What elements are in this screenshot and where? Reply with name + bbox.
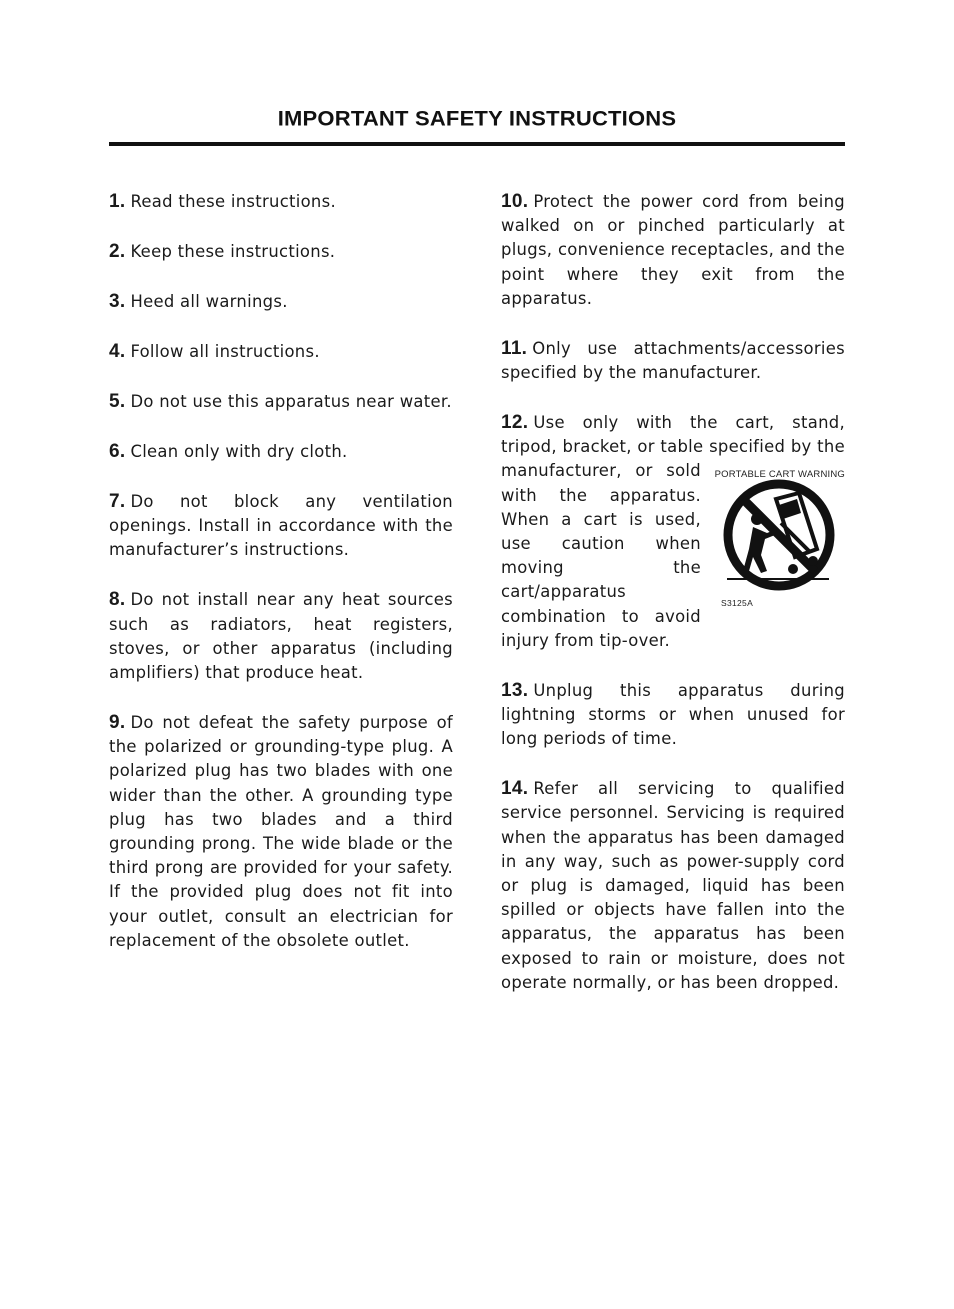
right-column (501, 190, 845, 1021)
instruction-item: 6. Clean only with dry cloth. (109, 441, 348, 462)
cart-warning-code: S3125A (721, 598, 754, 609)
instruction-item: 8. Do not install near any heat sources such as radiators, heat registers, stoves, or other apparatus (including amplifiers) that produce heat. (109, 589, 453, 683)
instruction-item: 1. Read these instructions. (109, 191, 336, 212)
portable-cart-warning-icon (721, 479, 837, 591)
instruction-item: 13. Unplug this apparatus during lightning storms or when unused for long periods of time. (501, 679, 845, 749)
instruction-item: 10. Protect the power cord from being walked on or pinched particularly at plugs, convenience receptacles, and the point where they exit from the apparatus. (501, 191, 845, 308)
instruction-item: 3. Heed all warnings. (109, 291, 288, 312)
cart-warning-figure (713, 463, 845, 613)
cart-text-rest: manufacturer, or sold with the apparatus. When a cart is used, use caution when moving the cart/apparatus combination to avoid injury from tip-over. (501, 461, 701, 650)
cart-text-lead: Use only with the cart, stand, tripod, bracket, or table specified by the (501, 413, 845, 457)
instruction-item: 7. Do not block any ventilation openings. Install in accordance with the manufacturer’s instructions. (109, 491, 453, 560)
title-divider (109, 142, 845, 146)
cart-warning-caption: PORTABLE CART WARNING (714, 469, 845, 481)
instruction-item: 14. Refer all servicing to qualified service personnel. Servicing is required when the apparatus has been damaged in any way, such as power-supply cord or plug is damaged, liquid has been spilled or objects have fallen into the apparatus, the apparatus has been exposed to rain or moisture, does not operate normally, or has been dropped. (501, 778, 845, 992)
left-column (109, 190, 453, 979)
instruction-item: 4. Follow all instructions. (109, 341, 320, 362)
instruction-item: 2. Keep these instructions. (109, 241, 336, 262)
instruction-item: 11. Only use attachments/accessories specified by the manufacturer. (501, 337, 845, 383)
instruction-item: 5. Do not use this apparatus near water. (109, 391, 452, 412)
instruction-item: 9. Do not defeat the safety purpose of the polarized or grounding-type plug. A polarized plug has two blades with one wider than the other. A grounding type plug has two blades and a third grounding prong. The wide blade or the third prong are provided for your safety. If the provided plug does not fit into your outlet, consult an electrician for replacement of the obsolete outlet. (109, 712, 453, 950)
cart-instruction-block (501, 411, 845, 653)
instruction-item: 12. Use only with the cart, stand, tripod, bracket, or table specified by the PORTABLE CART WARNING S3125A manufacturer, or sold with the apparatus. When a cart is used, use caution when moving the cart/apparatus combination to avoid injury from tip-over. (501, 412, 845, 650)
page-title: IMPORTANT SAFETY INSTRUCTIONS (277, 106, 677, 131)
